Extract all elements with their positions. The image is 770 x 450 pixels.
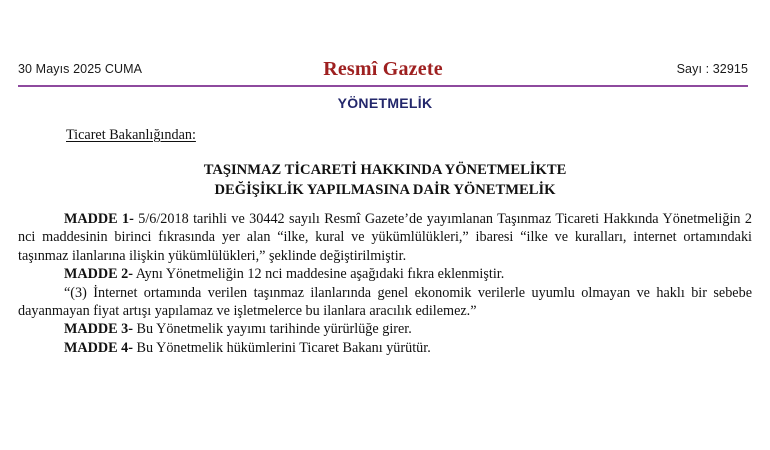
issuer-line-wrap — [18, 126, 752, 152]
masthead-divider — [18, 85, 748, 87]
article-4-label: MADDE 4- — [64, 339, 133, 356]
masthead-title: Resmî Gazete — [323, 57, 443, 80]
document-title-line-2: DEĞİŞİKLİK YAPILMASINA DAİR YÖNETMELİK — [214, 182, 556, 199]
article-3-text: Bu Yönetmelik yayımı tarihinde yürürlüğe girer. — [132, 321, 412, 338]
article-4-text: Bu Yönetmelik hükümlerini Ticaret Bakanı yürütür. — [132, 339, 431, 356]
quoted-clause — [18, 284, 752, 321]
masthead-issue-number: Sayı : 32915 — [676, 62, 748, 76]
article-1 — [18, 210, 752, 265]
quoted-clause-text: “(3) İnternet ortamında verilen taşınmaz ilanlarında genel ekonomik verilerle uyumlu olmayan ve haklı bir sebebe dayanmayan fiyat artışı yapılamaz ve işletmelerce bu ilanlara aracılık edilemez.” — [18, 284, 752, 319]
article-2-text: Aynı Yönetmeliğin 12 nci maddesine aşağıdaki fıkra eklenmiştir. — [132, 266, 505, 283]
document-title-line-1: TAŞINMAZ TİCARETİ HAKKINDA YÖNETMELİKTE — [203, 162, 567, 179]
article-1-text: 5/6/2018 tarihli ve 30442 sayılı Resmî Gazete’de yayımlanan Taşınmaz Ticareti Hakkında Yönetmeliğin 2 nci maddesinin birinci fıkrasında yer alan “ilke, kural ve yükümlülükleri,” ibaresi “ilke ve kuralları, internet ortamındaki taşınmaz ilanlarına ilişkin yükümlülükleri,” şeklinde değiştirilmiştir. — [18, 210, 752, 264]
section-heading: YÖNETMELİK — [337, 95, 433, 111]
masthead — [18, 56, 748, 82]
article-3-label: MADDE 3- — [64, 321, 133, 338]
issuer-line: Ticaret Bakanlığından: — [66, 127, 196, 143]
masthead-date: 30 Mayıs 2025 CUMA — [18, 62, 143, 76]
article-1-label: MADDE 1- — [64, 210, 134, 227]
article-2 — [18, 265, 752, 283]
article-3 — [18, 320, 752, 338]
article-2-label: MADDE 2- — [64, 266, 133, 283]
article-4 — [18, 339, 752, 357]
document-body — [18, 126, 752, 357]
document-title — [18, 161, 752, 200]
